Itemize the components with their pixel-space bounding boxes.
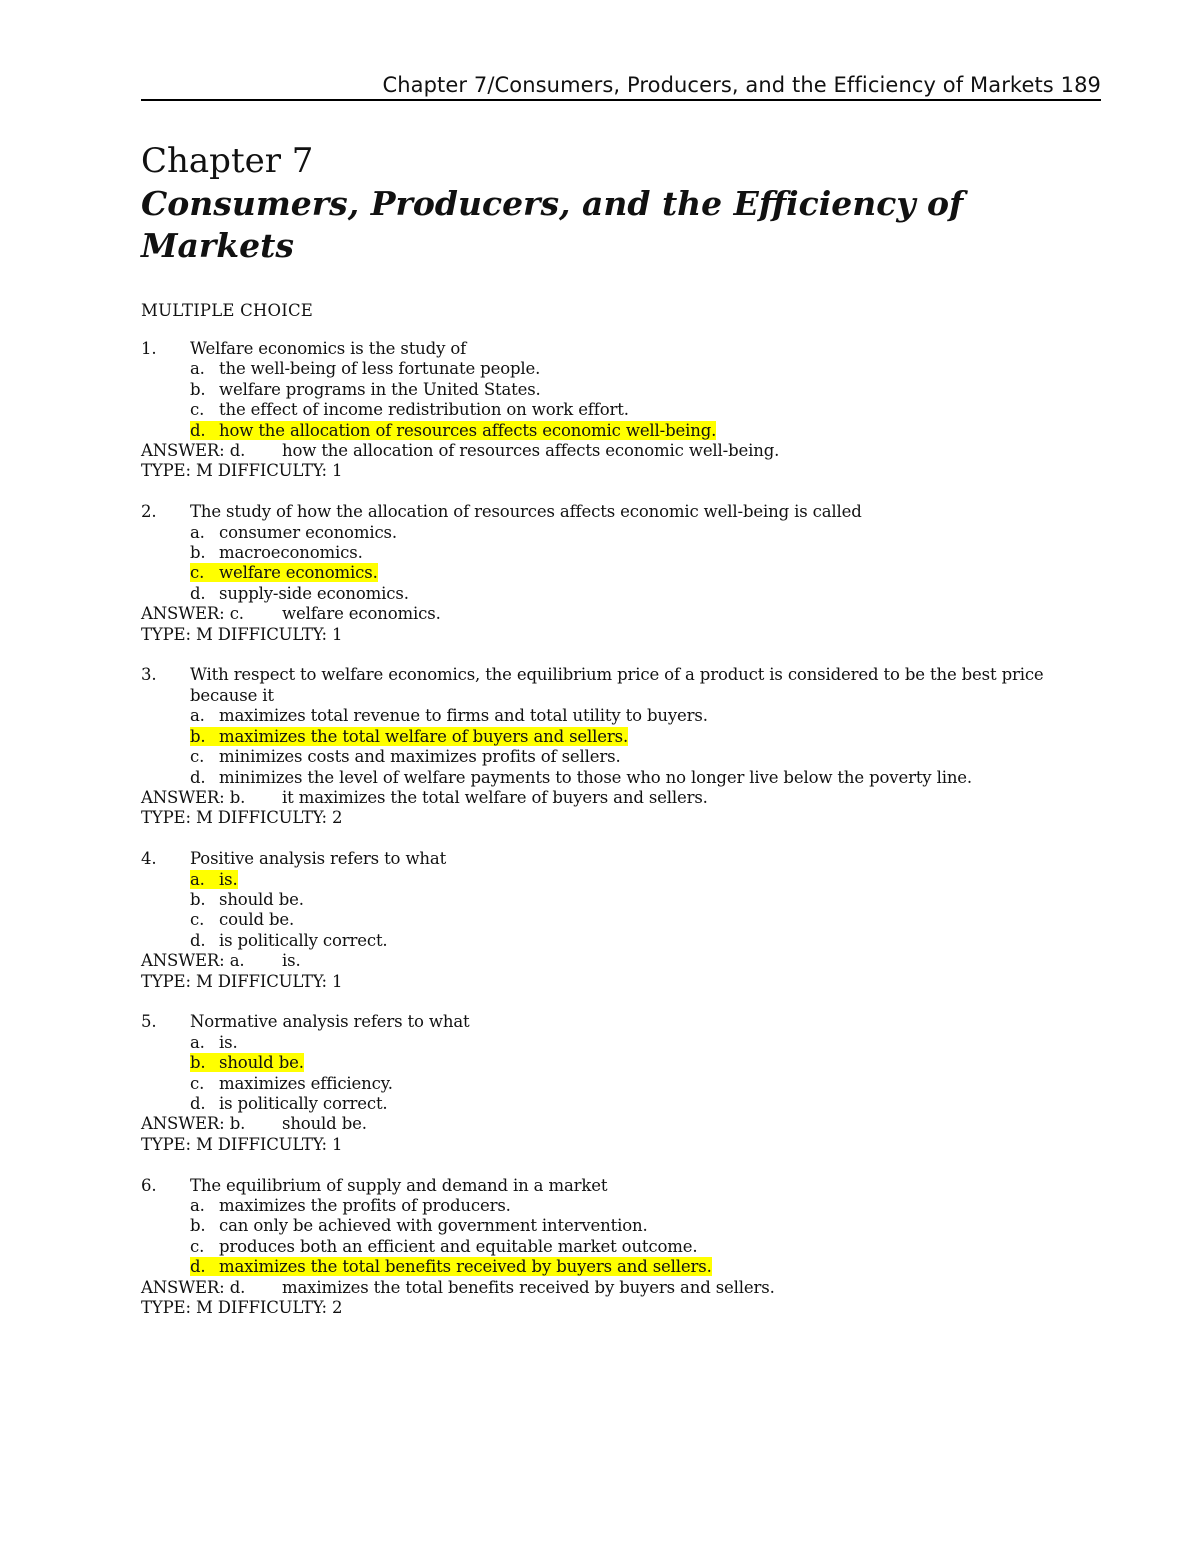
option-d <box>190 768 1101 788</box>
question-text: Welfare economics is the study of <box>190 339 467 358</box>
option-text: is politically correct. <box>219 1093 388 1113</box>
running-header: Chapter 7/Consumers, Producers, and the Efficiency of Markets 189 <box>382 73 1101 97</box>
answer-label: ANSWER: c. <box>141 604 244 624</box>
option-a <box>190 706 1101 726</box>
option-text: is. <box>219 869 238 889</box>
answer-line <box>141 604 1101 624</box>
option-letter: b. <box>190 1216 206 1236</box>
option-text: how the allocation of resources affects economic well-being. <box>219 420 717 440</box>
answer-text: is. <box>282 951 301 971</box>
question-number: 5. <box>141 1012 157 1032</box>
question-1 <box>141 339 1101 482</box>
answer-line <box>141 441 1101 461</box>
question-text: Positive analysis refers to what <box>190 849 447 869</box>
question-number: 2. <box>141 502 157 522</box>
option-text: should be. <box>219 1053 304 1073</box>
question-stem <box>141 849 1101 869</box>
question-text: The equilibrium of supply and demand in a market <box>190 1175 608 1195</box>
option-letter: b. <box>190 543 206 563</box>
option-c <box>190 1237 1101 1257</box>
question-5 <box>141 1012 1101 1155</box>
answer-label: ANSWER: d. <box>141 441 246 461</box>
option-text: is. <box>219 1032 238 1052</box>
option-letter: d. <box>190 1093 206 1113</box>
question-text: With respect to welfare economics, the equilibrium price of a product is considered to be the best price because it <box>190 665 1044 705</box>
option-letter: a. <box>190 706 205 726</box>
option-letter: c. <box>190 563 205 583</box>
option-c <box>190 1074 1101 1094</box>
option-d-highlighted <box>190 1257 1101 1277</box>
option-letter: d. <box>190 930 206 950</box>
option-text: maximizes the total benefits received by buyers and sellers. <box>219 1257 712 1277</box>
answer-text: it maximizes the total welfare of buyers and sellers. <box>282 787 708 807</box>
option-text: produces both an efficient and equitable market outcome. <box>219 1236 698 1256</box>
answer-label: ANSWER: a. <box>141 951 245 971</box>
option-d-highlighted <box>190 421 1101 441</box>
type-difficulty: TYPE: M DIFFICULTY: 1 <box>141 624 343 644</box>
answer-line <box>141 1278 1101 1298</box>
option-a <box>190 1196 1101 1216</box>
header-rule <box>141 99 1101 101</box>
option-text: could be. <box>219 910 295 930</box>
option-c <box>190 747 1101 767</box>
option-a <box>190 1033 1101 1053</box>
option-text: maximizes the total welfare of buyers and sellers. <box>219 726 629 746</box>
question-text: Normative analysis refers to what <box>190 1012 470 1032</box>
question-6 <box>141 1176 1101 1319</box>
option-letter: a. <box>190 359 205 379</box>
option-letter: b. <box>190 379 206 399</box>
question-stem <box>141 339 1101 359</box>
option-letter: c. <box>190 747 205 767</box>
question-number: 6. <box>141 1175 157 1195</box>
option-letter: b. <box>190 889 206 909</box>
chapter-subtitle: Consumers, Producers, and the Efficiency of Markets <box>141 184 964 265</box>
option-a <box>190 359 1101 379</box>
option-text: minimizes the level of welfare payments to those who no longer live below the poverty line. <box>219 767 973 787</box>
option-a-highlighted <box>190 870 1101 890</box>
option-b-highlighted <box>190 727 1101 747</box>
option-letter: d. <box>190 583 206 603</box>
question-4 <box>141 849 1101 992</box>
question-stem <box>141 665 1101 706</box>
answer-text: welfare economics. <box>282 604 441 624</box>
type-difficulty: TYPE: M DIFFICULTY: 1 <box>141 461 343 481</box>
option-letter: d. <box>190 420 206 440</box>
answer-text: maximizes the total benefits received by buyers and sellers. <box>282 1277 775 1297</box>
option-c <box>190 400 1101 420</box>
option-text: welfare programs in the United States. <box>219 379 541 399</box>
answer-text: how the allocation of resources affects economic well-being. <box>282 441 780 461</box>
option-b <box>190 543 1101 563</box>
option-letter: a. <box>190 1032 205 1052</box>
question-stem <box>141 1176 1101 1196</box>
option-letter: d. <box>190 1257 206 1277</box>
question-number: 3. <box>141 665 157 685</box>
option-letter: a. <box>190 1195 205 1215</box>
option-b <box>190 1216 1101 1236</box>
option-text: maximizes total revenue to firms and total utility to buyers. <box>219 706 708 726</box>
option-text: can only be achieved with government intervention. <box>219 1216 648 1236</box>
answer-label: ANSWER: d. <box>141 1277 246 1297</box>
option-letter: a. <box>190 522 205 542</box>
option-d <box>190 584 1101 604</box>
question-number: 4. <box>141 849 157 869</box>
answer-label: ANSWER: b. <box>141 1114 246 1134</box>
question-number: 1. <box>141 339 157 358</box>
question-text: The study of how the allocation of resources affects economic well-being is called <box>190 502 862 522</box>
option-c <box>190 910 1101 930</box>
type-difficulty: TYPE: M DIFFICULTY: 1 <box>141 1134 343 1154</box>
option-text: supply-side economics. <box>219 583 409 603</box>
type-difficulty: TYPE: M DIFFICULTY: 2 <box>141 1298 343 1318</box>
option-text: the effect of income redistribution on work effort. <box>219 400 629 420</box>
answer-text: should be. <box>282 1114 367 1134</box>
option-letter: c. <box>190 1236 205 1256</box>
option-b <box>190 380 1101 400</box>
chapter-title: Chapter 7 <box>141 141 314 181</box>
type-difficulty: TYPE: M DIFFICULTY: 1 <box>141 971 343 991</box>
answer-line <box>141 788 1101 808</box>
answer-line <box>141 1114 1101 1134</box>
option-letter: c. <box>190 400 205 420</box>
question-3 <box>141 665 1101 828</box>
option-letter: c. <box>190 1073 205 1093</box>
option-letter: a. <box>190 869 205 889</box>
option-letter: c. <box>190 910 205 930</box>
option-a <box>190 523 1101 543</box>
option-letter: b. <box>190 726 206 746</box>
type-difficulty: TYPE: M DIFFICULTY: 2 <box>141 808 343 828</box>
option-text: maximizes efficiency. <box>219 1073 393 1093</box>
option-text: maximizes the profits of producers. <box>219 1195 511 1215</box>
option-b <box>190 890 1101 910</box>
option-d <box>190 1094 1101 1114</box>
option-text: the well-being of less fortunate people. <box>219 359 541 379</box>
section-heading: MULTIPLE CHOICE <box>141 301 314 320</box>
answer-line <box>141 951 1101 971</box>
option-text: macroeconomics. <box>219 543 363 563</box>
option-d <box>190 931 1101 951</box>
option-text: should be. <box>219 889 304 909</box>
question-list <box>141 339 1101 1339</box>
option-letter: d. <box>190 767 206 787</box>
question-stem <box>141 1012 1101 1032</box>
option-text: welfare economics. <box>219 563 378 583</box>
option-text: consumer economics. <box>219 522 397 542</box>
option-text: is politically correct. <box>219 930 388 950</box>
answer-label: ANSWER: b. <box>141 787 246 807</box>
option-letter: b. <box>190 1053 206 1073</box>
option-c-highlighted <box>190 563 1101 583</box>
question-2 <box>141 502 1101 645</box>
option-b-highlighted <box>190 1053 1101 1073</box>
question-stem <box>141 502 1101 522</box>
option-text: minimizes costs and maximizes profits of sellers. <box>219 747 621 767</box>
